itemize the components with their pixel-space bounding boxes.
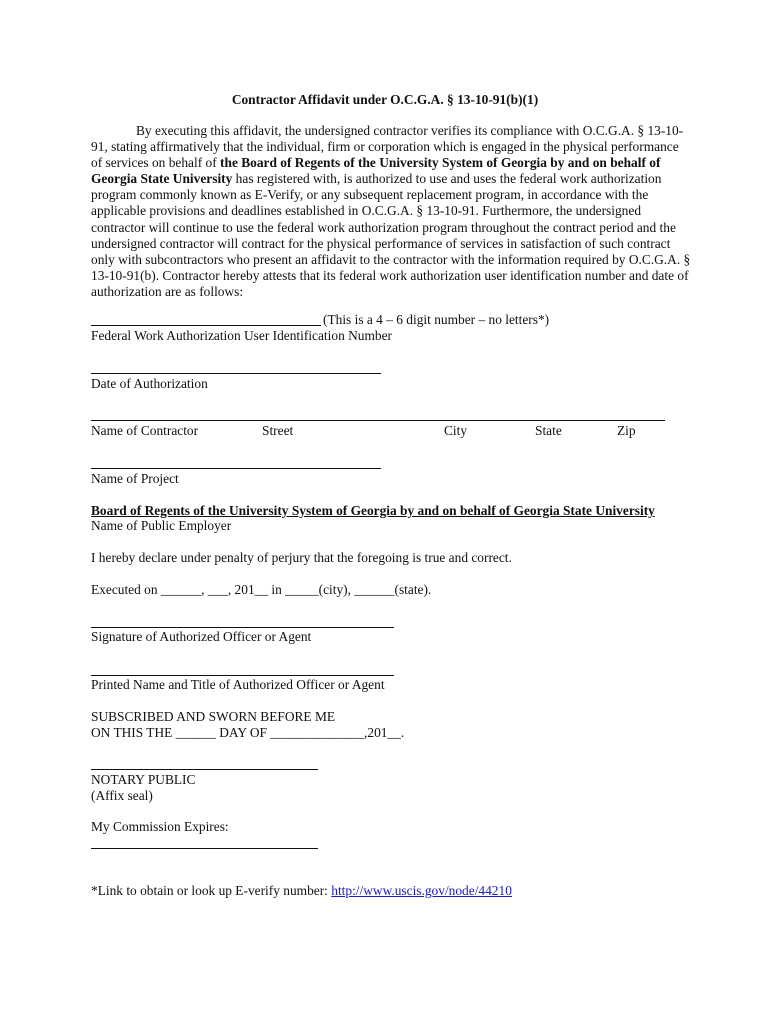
notary-public-label: NOTARY PUBLIC [91,772,196,787]
perjury-declaration: I hereby declare under penalty of perjury that the foregoing is true and correct. [91,550,512,565]
public-employer-value: Board of Regents of the University System of Georgia by and on behalf of Georgia State University [91,503,655,518]
date-authorization-line[interactable] [91,373,381,374]
footnote-text: *Link to obtain or look up E-verify number: [91,883,332,898]
contractor-name-label: Name of Contractor [91,423,199,438]
state-label: State [535,423,562,438]
zip-label: Zip [617,423,636,438]
notary-signature-line[interactable] [91,769,318,770]
intro-bold-employer: the Board of Regents of the University System of Georgia by and on behalf of Georgia State University [91,155,661,187]
commission-expires-line[interactable] [91,848,318,849]
signature-line[interactable] [91,627,394,628]
intro-paragraph [91,123,691,300]
city-label: City [444,423,468,438]
everify-footnote [91,883,512,899]
id-number-note: (This is a 4 – 6 digit number – no letters*) [323,312,550,327]
contractor-address-line[interactable] [91,420,665,421]
street-label: Street [262,423,294,438]
executed-on-line[interactable]: Executed on ______, ___, 201__ in _____(city), ______(state). [91,582,432,597]
id-number-label: Federal Work Authorization User Identification Number [91,328,392,343]
sworn-statement-line2[interactable]: ON THIS THE ______ DAY OF ______________,201__. [91,725,405,740]
everify-link[interactable]: http://www.uscis.gov/node/44210 [331,883,512,898]
signature-label: Signature of Authorized Officer or Agent [91,629,312,644]
date-authorization-label: Date of Authorization [91,376,208,391]
project-name-line[interactable] [91,468,381,469]
document-title: Contractor Affidavit under O.C.G.A. § 13-10-91(b)(1) [231,92,539,107]
sworn-statement-line1: SUBSCRIBED AND SWORN BEFORE ME [91,709,336,724]
printed-name-label: Printed Name and Title of Authorized Officer or Agent [91,677,385,692]
id-number-line[interactable] [91,325,321,326]
project-name-label: Name of Project [91,471,179,486]
public-employer-label: Name of Public Employer [91,518,232,533]
intro-text-2: has registered with, is authorized to use and uses the federal work authorization program commonly known as E-Verify, or any subsequent replacement program, in accordance with the applicable provisions and deadlines established in O.C.G.A. § 13-10-91. Furthermore, the undersigned contractor will continue to use the federal work authorization program throughout the contract period and the undersigned contractor will contract for the physical performance of services in satisfaction of such contract only with subcontractors who present an affidavit to the contractor with the information required by O.C.G.A. § 13-10-91(b). Contractor hereby attests that its federal work authorization user identification number and date of authorization are as follows: [91,171,691,299]
affix-seal-label: (Affix seal) [91,788,153,803]
printed-name-line[interactable] [91,675,394,676]
intro-text-1: By executing this affidavit, the undersigned contractor verifies its compliance with O.C.G.A. § 13-10-91, stating affirmatively that the individual, firm or corporation which is engaged in the physical performance of services on behalf of [91,123,684,171]
commission-expires-label: My Commission Expires: [91,819,229,834]
